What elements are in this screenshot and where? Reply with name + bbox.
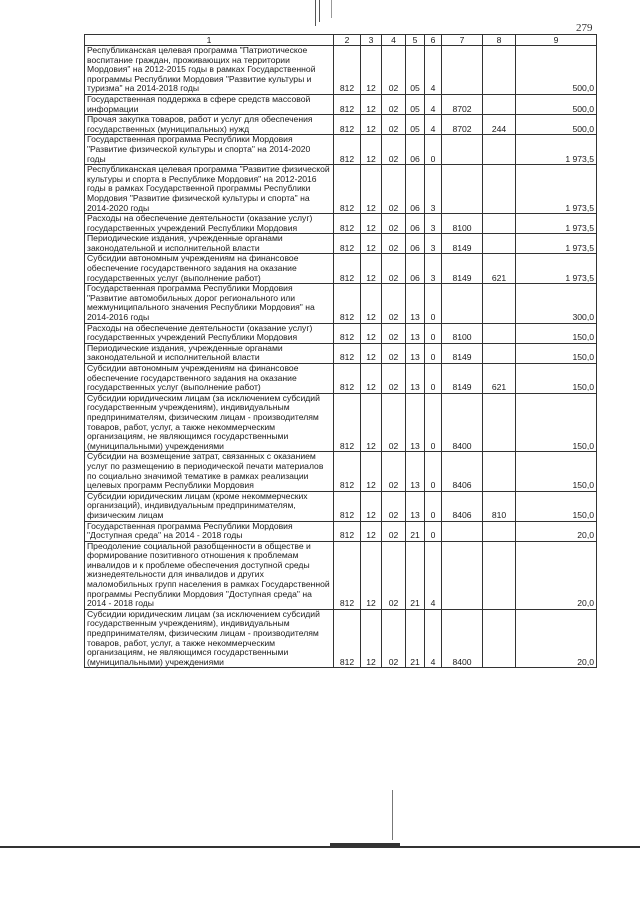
cell-program: 13	[406, 343, 425, 363]
table-row	[85, 521, 597, 541]
cell-article: 8702	[442, 94, 483, 114]
table-row	[85, 343, 597, 363]
cell-ministry: 812	[334, 364, 361, 394]
cell-program: 06	[406, 165, 425, 214]
cell-amount: 20,0	[516, 541, 597, 609]
cell-subprogram: 4	[425, 46, 442, 95]
cell-amount: 150,0	[516, 323, 597, 343]
cell-article: 8406	[442, 452, 483, 491]
cell-ministry: 812	[334, 343, 361, 363]
row-name: Субсидии юридическим лицам (за исключением субсидий государственным учреждениям), индивидуальным предпринимателям, физическим лицам - производителям товаров, работ, услуг, а также некоммерческим организациям, не являющимся государственными (муниципальными) учреждениями	[85, 609, 334, 668]
cell-ministry: 812	[334, 323, 361, 343]
cell-subsection: 02	[382, 323, 406, 343]
cell-subsection: 02	[382, 234, 406, 254]
header-row	[85, 35, 597, 46]
cell-program: 13	[406, 452, 425, 491]
header-cell: 9	[516, 35, 597, 46]
cell-expense-type	[483, 343, 516, 363]
cell-program: 06	[406, 254, 425, 284]
cell-section: 12	[361, 165, 382, 214]
cell-program: 05	[406, 115, 425, 135]
table-row	[85, 214, 597, 234]
cell-program: 13	[406, 323, 425, 343]
cell-ministry: 812	[334, 521, 361, 541]
table-row	[85, 609, 597, 668]
table-row	[85, 254, 597, 284]
cell-program: 21	[406, 609, 425, 668]
cell-section: 12	[361, 94, 382, 114]
page-number: 279	[576, 22, 593, 34]
cell-amount: 1 973,5	[516, 214, 597, 234]
cell-subsection: 02	[382, 393, 406, 452]
cell-article: 8702	[442, 115, 483, 135]
cell-subsection: 02	[382, 541, 406, 609]
cell-ministry: 812	[334, 254, 361, 284]
row-name: Расходы на обеспечение деятельности (оказание услуг) государственных учреждений Республики Мордовия	[85, 323, 334, 343]
cell-program: 06	[406, 135, 425, 165]
cell-expense-type	[483, 214, 516, 234]
row-name: Преодоление социальной разобщенности в обществе и формирование позитивного отношения к проблемам инвалидов и к проблеме обеспечения доступной среды жизнедеятельности для инвалидов и других маломобильных групп населения в рамках Государственной программы Республики Мордовия "Доступная среда" на 2014 - 2018 годы	[85, 541, 334, 609]
cell-article: 8100	[442, 214, 483, 234]
cell-section: 12	[361, 491, 382, 521]
cell-section: 12	[361, 393, 382, 452]
cell-section: 12	[361, 452, 382, 491]
cell-amount: 1 973,5	[516, 234, 597, 254]
row-name: Расходы на обеспечение деятельности (оказание услуг) государственных учреждений Республики Мордовия	[85, 214, 334, 234]
cell-amount: 500,0	[516, 115, 597, 135]
row-name: Периодические издания, учрежденные органами законодательной и исполнительной власти	[85, 234, 334, 254]
cell-section: 12	[361, 214, 382, 234]
cell-subsection: 02	[382, 214, 406, 234]
cell-amount: 300,0	[516, 284, 597, 323]
cell-subprogram: 0	[425, 393, 442, 452]
cell-expense-type	[483, 521, 516, 541]
cell-article: 8400	[442, 393, 483, 452]
cell-ministry: 812	[334, 541, 361, 609]
cell-amount: 500,0	[516, 46, 597, 95]
row-name: Субсидии автономным учреждениям на финансовое обеспечение государственного задания на оказание государственных услуг (выполнение работ)	[85, 364, 334, 394]
table-body	[85, 46, 597, 668]
cell-section: 12	[361, 364, 382, 394]
header-cell: 5	[406, 35, 425, 46]
row-name: Субсидии автономным учреждениям на финансовое обеспечение государственного задания на оказание государственных услуг (выполнение работ)	[85, 254, 334, 284]
cell-expense-type	[483, 135, 516, 165]
cell-expense-type	[483, 94, 516, 114]
cell-subsection: 02	[382, 46, 406, 95]
cell-program: 13	[406, 364, 425, 394]
cell-program: 06	[406, 234, 425, 254]
cell-subprogram: 0	[425, 452, 442, 491]
header-cell: 3	[361, 35, 382, 46]
cell-program: 13	[406, 393, 425, 452]
header-cell: 4	[382, 35, 406, 46]
budget-table	[84, 34, 597, 668]
table-row	[85, 46, 597, 95]
cell-section: 12	[361, 115, 382, 135]
cell-article: 8406	[442, 491, 483, 521]
cell-expense-type	[483, 165, 516, 214]
cell-amount: 1 973,5	[516, 165, 597, 214]
cell-ministry: 812	[334, 94, 361, 114]
cell-ministry: 812	[334, 115, 361, 135]
cell-subsection: 02	[382, 521, 406, 541]
cell-section: 12	[361, 609, 382, 668]
cell-amount: 1 973,5	[516, 135, 597, 165]
row-name: Республиканская целевая программа "Развитие физической культуры и спорта в Республике Мордовия" на 2012-2016 годы в рамках Государственной программы Республики Мордовия "Развитие физической культуры и спорта" на 2014-2020 годы	[85, 165, 334, 214]
cell-subprogram: 0	[425, 521, 442, 541]
cell-expense-type: 621	[483, 364, 516, 394]
cell-subprogram: 0	[425, 284, 442, 323]
cell-expense-type	[483, 609, 516, 668]
cell-ministry: 812	[334, 609, 361, 668]
cell-section: 12	[361, 541, 382, 609]
row-name: Субсидии на возмещение затрат, связанных с оказанием услуг по размещению в периодической печати материалов по социально значимой тематике в рамках реализации целевых программ Республики Мордовия	[85, 452, 334, 491]
cell-program: 13	[406, 284, 425, 323]
cell-article	[442, 135, 483, 165]
cell-section: 12	[361, 343, 382, 363]
cell-subsection: 02	[382, 364, 406, 394]
cell-program: 13	[406, 491, 425, 521]
cell-subprogram: 0	[425, 491, 442, 521]
cell-article: 8400	[442, 609, 483, 668]
cell-expense-type: 810	[483, 491, 516, 521]
cell-article	[442, 541, 483, 609]
scan-edge-line	[0, 846, 640, 848]
cell-subsection: 02	[382, 115, 406, 135]
cell-ministry: 812	[334, 135, 361, 165]
row-name: Государственная программа Республики Мордовия "Развитие физической культуры и спорта" на 2014-2020 годы	[85, 135, 334, 165]
cell-program: 21	[406, 521, 425, 541]
cell-section: 12	[361, 254, 382, 284]
cell-subsection: 02	[382, 491, 406, 521]
table-row	[85, 452, 597, 491]
cell-expense-type	[483, 234, 516, 254]
table-row	[85, 165, 597, 214]
cell-subprogram: 3	[425, 165, 442, 214]
cell-subsection: 02	[382, 284, 406, 323]
cell-article: 8149	[442, 254, 483, 284]
row-name: Субсидии юридическим лицам (кроме некоммерческих организаций), индивидуальным предпринимателям, физическим лицам	[85, 491, 334, 521]
header-cell: 8	[483, 35, 516, 46]
row-name: Прочая закупка товаров, работ и услуг для обеспечения государственных (муниципальных) нужд	[85, 115, 334, 135]
cell-subsection: 02	[382, 254, 406, 284]
cell-article: 8149	[442, 343, 483, 363]
cell-section: 12	[361, 234, 382, 254]
cell-expense-type	[483, 452, 516, 491]
cell-subsection: 02	[382, 165, 406, 214]
table-row	[85, 393, 597, 452]
cell-section: 12	[361, 46, 382, 95]
header-cell: 7	[442, 35, 483, 46]
header-cell: 6	[425, 35, 442, 46]
table-row	[85, 94, 597, 114]
table-row	[85, 135, 597, 165]
row-name: Государственная программа Республики Мордовия "Доступная среда" на 2014 - 2018 годы	[85, 521, 334, 541]
cell-ministry: 812	[334, 46, 361, 95]
table-row	[85, 491, 597, 521]
row-name: Субсидии юридическим лицам (за исключением субсидий государственным учреждениям), индивидуальным предпринимателям, физическим лицам - производителям товаров, работ, услуг, а также некоммерческим организациям, не являющимся государственными (муниципальными) учреждениями	[85, 393, 334, 452]
cell-article	[442, 46, 483, 95]
cell-article: 8100	[442, 323, 483, 343]
cell-ministry: 812	[334, 452, 361, 491]
cell-amount: 150,0	[516, 364, 597, 394]
cell-amount: 150,0	[516, 452, 597, 491]
cell-subprogram: 4	[425, 541, 442, 609]
cell-ministry: 812	[334, 491, 361, 521]
cell-ministry: 812	[334, 393, 361, 452]
cell-expense-type	[483, 284, 516, 323]
cell-subprogram: 4	[425, 609, 442, 668]
cell-subprogram: 3	[425, 214, 442, 234]
cell-amount: 150,0	[516, 343, 597, 363]
cell-article: 8149	[442, 234, 483, 254]
cell-amount: 150,0	[516, 491, 597, 521]
cell-program: 06	[406, 214, 425, 234]
row-name: Государственная программа Республики Мордовия "Развитие автомобильных дорог регионального или межмуниципального значения Республики Мордовия" на 2014-2016 годы	[85, 284, 334, 323]
cell-amount: 20,0	[516, 609, 597, 668]
cell-section: 12	[361, 521, 382, 541]
cell-section: 12	[361, 135, 382, 165]
row-name: Республиканская целевая программа "Патриотическое воспитание граждан, проживающих на территории Мордовия" на 2012-2015 годы в рамках Государственной программы Республики Мордовия "Развитие культуры и туризма" на 2014-2018 годы	[85, 46, 334, 95]
cell-ministry: 812	[334, 214, 361, 234]
cell-section: 12	[361, 284, 382, 323]
cell-expense-type: 244	[483, 115, 516, 135]
row-name: Периодические издания, учрежденные органами законодательной и исполнительной власти	[85, 343, 334, 363]
cell-subprogram: 0	[425, 343, 442, 363]
cell-subprogram: 4	[425, 115, 442, 135]
cell-expense-type	[483, 541, 516, 609]
table-row	[85, 364, 597, 394]
cell-amount: 500,0	[516, 94, 597, 114]
table-row	[85, 284, 597, 323]
table-header	[85, 35, 597, 46]
scan-artifact	[392, 790, 393, 840]
cell-subsection: 02	[382, 94, 406, 114]
cell-expense-type	[483, 323, 516, 343]
cell-article	[442, 165, 483, 214]
cell-program: 21	[406, 541, 425, 609]
cell-program: 05	[406, 46, 425, 95]
cell-article	[442, 284, 483, 323]
table-row	[85, 234, 597, 254]
cell-amount: 20,0	[516, 521, 597, 541]
cell-amount: 1 973,5	[516, 254, 597, 284]
cell-expense-type: 621	[483, 254, 516, 284]
cell-subsection: 02	[382, 135, 406, 165]
cell-article	[442, 521, 483, 541]
row-name: Государственная поддержка в сфере средств массовой информации	[85, 94, 334, 114]
table-row	[85, 323, 597, 343]
cell-expense-type	[483, 393, 516, 452]
table-row	[85, 115, 597, 135]
cell-subsection: 02	[382, 343, 406, 363]
cell-article: 8149	[442, 364, 483, 394]
cell-ministry: 812	[334, 165, 361, 214]
cell-subprogram: 3	[425, 234, 442, 254]
cell-expense-type	[483, 46, 516, 95]
cell-subprogram: 4	[425, 94, 442, 114]
cell-ministry: 812	[334, 234, 361, 254]
cell-subsection: 02	[382, 609, 406, 668]
cell-subprogram: 0	[425, 135, 442, 165]
cell-ministry: 812	[334, 284, 361, 323]
header-cell: 1	[85, 35, 334, 46]
cell-subprogram: 0	[425, 323, 442, 343]
cell-subprogram: 0	[425, 364, 442, 394]
binding-mark	[313, 0, 337, 30]
cell-amount: 150,0	[516, 393, 597, 452]
cell-subprogram: 3	[425, 254, 442, 284]
cell-section: 12	[361, 323, 382, 343]
header-cell: 2	[334, 35, 361, 46]
cell-program: 05	[406, 94, 425, 114]
cell-subsection: 02	[382, 452, 406, 491]
table-row	[85, 541, 597, 609]
